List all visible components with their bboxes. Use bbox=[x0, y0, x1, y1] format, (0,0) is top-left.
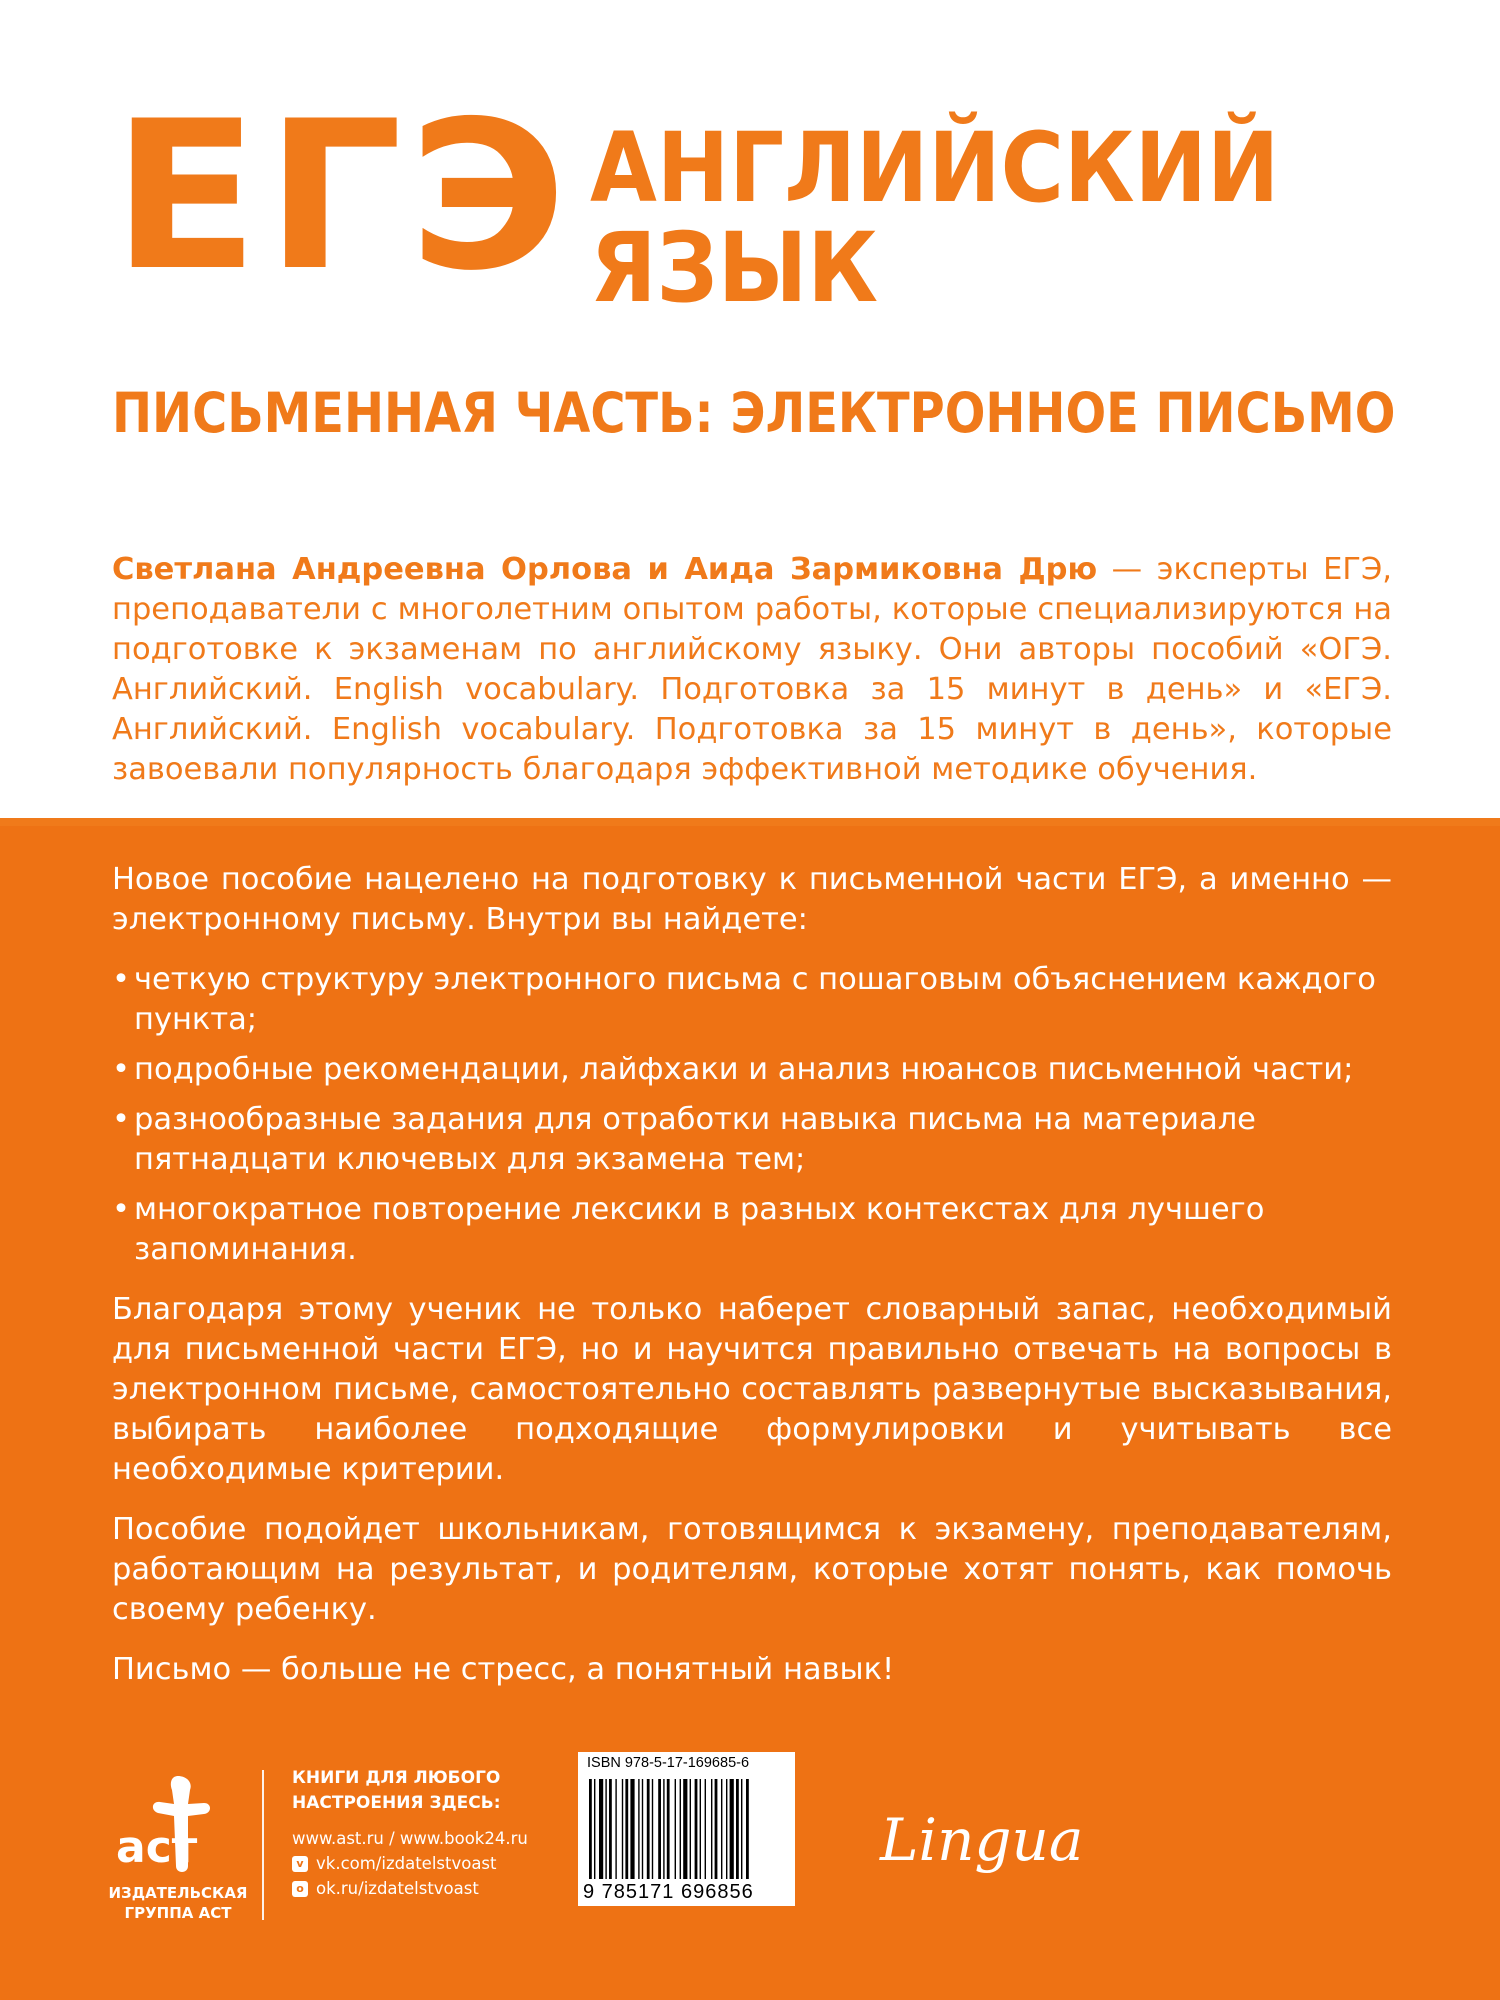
barcode-bar bbox=[721, 1779, 722, 1879]
section-divider bbox=[0, 818, 1500, 826]
barcode-bar bbox=[658, 1779, 661, 1879]
ok-text: ok.ru/izdatelstvoast bbox=[316, 1879, 479, 1898]
ast-logo-text: аст bbox=[116, 1822, 198, 1873]
closing-line: Письмо — больше не стресс, а понятный навык! bbox=[112, 1652, 895, 1687]
ok-link[interactable] bbox=[292, 1876, 528, 1901]
barcode-icon bbox=[587, 1779, 786, 1879]
barcode-bar bbox=[675, 1779, 676, 1879]
barcode-bar bbox=[622, 1779, 623, 1879]
author-names: Светлана Андреевна Орлова и Аида Зармиковна Дрю bbox=[112, 552, 1098, 587]
links-heading-line-2: НАСТРОЕНИЯ ЗДЕСЬ: bbox=[292, 1793, 501, 1813]
bullet-icon: • bbox=[112, 1102, 130, 1137]
vk-text: vk.com/izdatelstvoast bbox=[316, 1854, 497, 1873]
isbn-text: ISBN 978-5-17-169685-6 bbox=[587, 1755, 750, 1771]
imprint-logo: Lingua bbox=[880, 1806, 1084, 1874]
description bbox=[112, 860, 1392, 1710]
feature-list bbox=[112, 960, 1392, 1270]
barcode-bar bbox=[599, 1779, 603, 1879]
list-item bbox=[112, 1050, 1392, 1090]
barcode-digits: 9 785171 696856 bbox=[583, 1881, 754, 1903]
authors-text: — эксперты ЕГЭ, преподаватели с многолетним опытом работы, которые специализируются на подготовке к экзаменам по английскому языку. Они авторы пособий «ОГЭ. Английский. English vocabulary. Подготовка за 15 минут в день» и «ЕГЭ. Английский. English vocabulary. Подготовка за 15 минут в день», которые завоевали популярность благодаря эффективной методике обучения. bbox=[112, 552, 1392, 787]
footer bbox=[0, 1750, 1500, 1950]
barcode-bar bbox=[605, 1779, 606, 1879]
publisher-caption-line-1: ИЗДАТЕЛЬСКАЯ bbox=[108, 1884, 248, 1902]
bullet-icon: • bbox=[112, 1052, 130, 1087]
barcode-bar bbox=[594, 1779, 595, 1879]
barcode-bar bbox=[683, 1779, 687, 1879]
barcode-bar bbox=[615, 1779, 616, 1879]
barcode-bar bbox=[726, 1779, 727, 1879]
barcode-bar bbox=[589, 1779, 592, 1879]
barcode-bar bbox=[705, 1779, 706, 1879]
list-item bbox=[112, 960, 1392, 1040]
audience-paragraph: Пособие подойдет школьникам, готовящимся к экзамену, преподавателям, работающим на результат, и родителям, которые хотят понять, как помочь своему ребенку. bbox=[112, 1512, 1392, 1627]
publisher-links bbox=[292, 1766, 528, 1901]
barcode-bar bbox=[609, 1779, 612, 1879]
barcode-bar bbox=[741, 1779, 742, 1879]
vk-link[interactable] bbox=[292, 1851, 528, 1876]
list-item-text: разнообразные задания для отработки навыка письма на материале пятнадцати ключевых для экзамена тем; bbox=[134, 1102, 1256, 1177]
footer-divider bbox=[262, 1770, 264, 1920]
websites-link[interactable] bbox=[292, 1826, 528, 1851]
publisher-logo bbox=[108, 1770, 248, 1940]
barcode-bar bbox=[663, 1779, 664, 1879]
part-title: ПИСЬМЕННАЯ ЧАСТЬ: ЭЛЕКТРОННОЕ ПИСЬМО bbox=[112, 381, 1396, 445]
intro-paragraph: Новое пособие нацелено на подготовку к письменной части ЕГЭ, а именно — электронному письму. Внутри вы найдете: bbox=[112, 862, 1392, 937]
bullet-icon: • bbox=[112, 962, 130, 997]
ast-logo-icon bbox=[108, 1770, 248, 1880]
bullet-icon: • bbox=[112, 1192, 130, 1227]
publisher-caption bbox=[108, 1883, 248, 1923]
barcode-bar bbox=[652, 1779, 653, 1879]
list-item-text: подробные рекомендации, лайфхаки и анализ нюансов письменной части; bbox=[134, 1052, 1354, 1087]
barcode-bar bbox=[642, 1779, 643, 1879]
publisher-caption-line-2: ГРУППА АСТ bbox=[124, 1904, 232, 1922]
barcode-bar bbox=[746, 1779, 749, 1879]
barcode-bar bbox=[695, 1779, 698, 1879]
links-heading-line-1: КНИГИ ДЛЯ ЛЮБОГО bbox=[292, 1768, 501, 1788]
barcode-bar bbox=[638, 1779, 639, 1879]
barcode-bar bbox=[736, 1779, 739, 1879]
subject-line-1: АНГЛИЙСКИЙ bbox=[590, 112, 1280, 224]
vk-icon: v bbox=[292, 1856, 308, 1872]
barcode-bar bbox=[667, 1779, 670, 1879]
barcode-bar bbox=[715, 1779, 718, 1879]
list-item bbox=[112, 1190, 1392, 1270]
barcode-bar bbox=[690, 1779, 691, 1879]
barcode bbox=[578, 1752, 795, 1906]
barcode-bar bbox=[700, 1779, 701, 1879]
barcode-bar bbox=[630, 1779, 634, 1879]
list-item-text: четкую структуру электронного письма с пошаговым объяснением каждого пункта; bbox=[134, 962, 1376, 1037]
subject-title bbox=[590, 112, 1280, 324]
list-item-text: многократное повторение лексики в разных контекстах для лучшего запоминания. bbox=[134, 1192, 1265, 1267]
list-item bbox=[112, 1100, 1392, 1180]
exam-title: ЕГЭ bbox=[112, 78, 574, 316]
ok-icon: o bbox=[292, 1881, 308, 1897]
authors-paragraph bbox=[112, 550, 1392, 790]
subject-line-2: ЯЗЫК bbox=[590, 212, 879, 324]
websites-text: www.ast.ru / www.book24.ru bbox=[292, 1829, 528, 1848]
barcode-bar bbox=[711, 1779, 712, 1879]
barcode-bar bbox=[730, 1779, 734, 1879]
barcode-bar bbox=[680, 1779, 681, 1879]
benefits-paragraph: Благодаря этому ученик не только наберет словарный запас, необходимый для письменной части ЕГЭ, но и научится правильно отвечать на вопросы в электронном письме, самостоятельно составлять развернутые высказывания, выбирать наиболее подходящие формулировки и учитывать все необходимые критерии. bbox=[112, 1292, 1392, 1487]
barcode-bar bbox=[647, 1779, 650, 1879]
barcode-bar bbox=[625, 1779, 628, 1879]
